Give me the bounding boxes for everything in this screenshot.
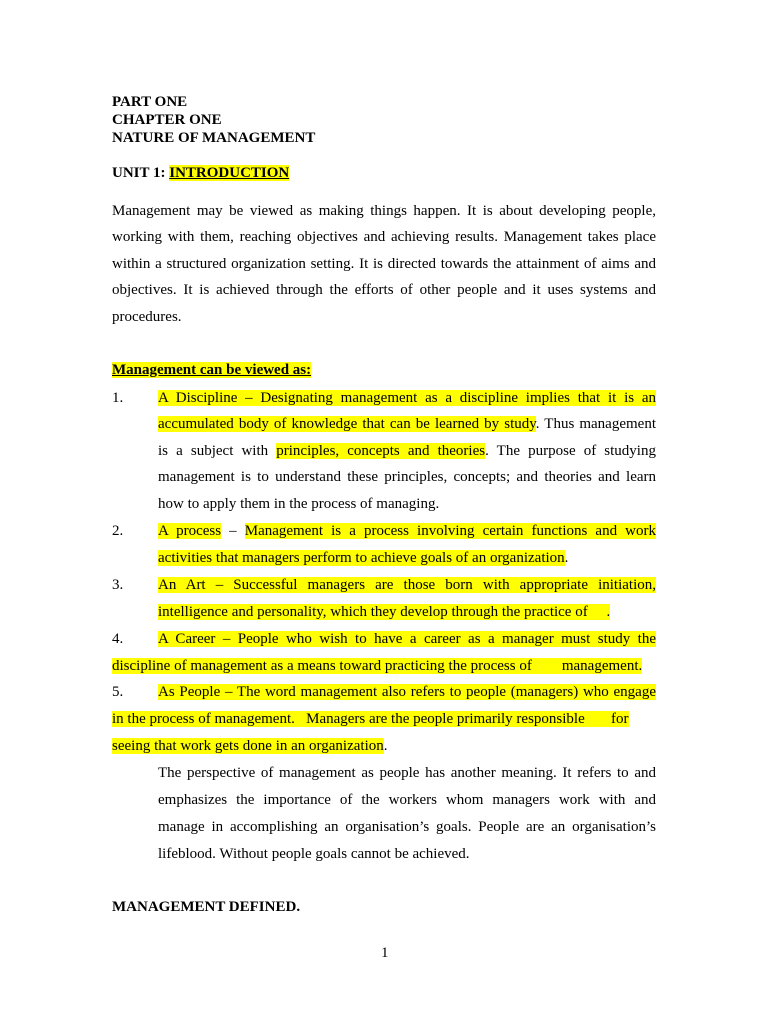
list-number: 4. [112,631,124,647]
unit-title: INTRODUCTION [169,165,290,181]
list-number: 2. [112,523,124,539]
list-item-line: A Discipline – Designating management as a discipline implies that it is an [158,390,656,406]
list-item-line: seeing that work gets done in an organization. [112,738,388,754]
list-item-line: discipline of management as a means toward practicing the process of management. [112,658,643,674]
perspective-line: manage in accomplishing an organisation’s goals. People are an organisation’s [158,819,656,835]
intro-line: Management may be viewed as making things happen. It is about developing people, [112,203,656,219]
list-item-line: A process – Management is a process involving certain functions and work [158,523,656,539]
intro-line: within a structured organization setting. It is directed towards the attainment of aims and [112,256,656,272]
chapter-heading: CHAPTER ONE [112,112,222,128]
list-number: 3. [112,577,124,593]
viewed-heading: Management can be viewed as: [112,362,312,378]
list-item-line: activities that managers perform to achieve goals of an organization. [158,550,569,566]
perspective-line: The perspective of management as people has another meaning. It refers to and [158,765,656,781]
list-item-line: management is to understand these principles, concepts; and theories and learn [158,469,656,485]
part-heading: PART ONE [112,94,188,110]
list-number: 5. [112,684,124,700]
perspective-line: emphasizes the importance of the workers whom managers work with and [158,792,656,808]
list-item-line: how to apply them in the process of managing. [158,496,440,512]
list-item-line: accumulated body of knowledge that can be learned by study. Thus management [158,416,656,432]
list-item-line: is a subject with principles, concepts and theories. The purpose of studying [158,443,656,459]
chapter-title: NATURE OF MANAGEMENT [112,130,316,146]
list-item-line: A Career – People who wish to have a career as a manager must study the [158,631,656,647]
unit-prefix: UNIT 1: [112,165,170,181]
list-item-line: in the process of management. Managers are the people primarily responsible for [112,711,629,727]
list-item-line: An Art – Successful managers are those born with appropriate initiation, [158,577,656,593]
intro-line: working with them, reaching objectives and achieving results. Management takes place [112,229,656,245]
list-item-line: As People – The word management also refers to people (managers) who engage [158,684,656,700]
intro-line: procedures. [112,309,182,325]
list-item-line: intelligence and personality, which they develop through the practice of . [158,604,611,620]
unit-heading [112,164,289,182]
perspective-line: lifeblood. Without people goals cannot be achieved. [158,846,470,862]
list-number: 1. [112,390,124,406]
intro-line: objectives. It is achieved through the efforts of other people and it uses systems and [112,282,656,298]
page-number: 1 [381,945,389,961]
section-heading: MANAGEMENT DEFINED. [112,899,301,915]
